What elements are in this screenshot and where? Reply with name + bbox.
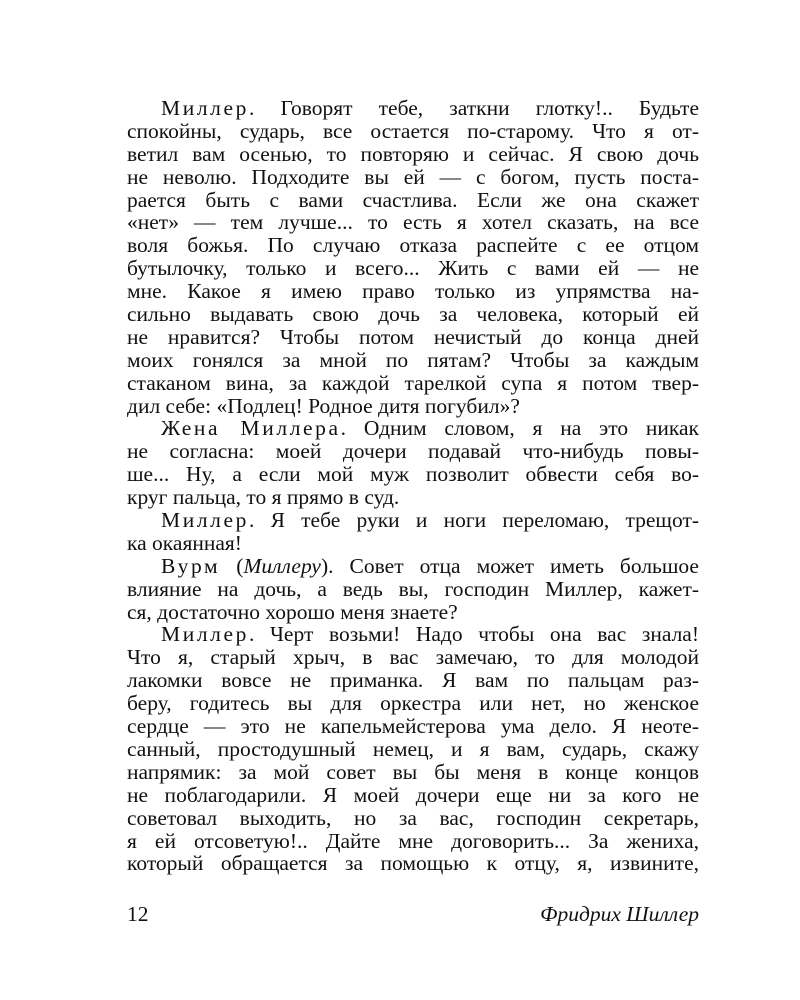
text-line: Что я, старый хрыч, в вас замечаю, то для молодой <box>127 645 699 670</box>
text-line: не согласна: моей дочери подавай что-нибудь повы- <box>127 439 699 464</box>
text-line: не неволю. Подходите вы ей — с богом, пусть поста- <box>127 164 699 189</box>
text-line: советовал выходить, но за вас, господин секретарь, <box>127 805 699 830</box>
text-line: ветил вам осенью, то повторяю и сейчас. Я свою дочь <box>127 141 699 166</box>
text-line: я ей отсоветую!.. Дайте мне договорить... За жениха, <box>127 828 699 853</box>
paragraph-wurm <box>127 555 699 624</box>
paragraph-miller-2 <box>127 509 699 555</box>
text-line: ся, достаточно хорошо меня знаете? <box>127 599 458 624</box>
speaker-name: Миллер <box>161 622 249 647</box>
paragraph-miller-3 <box>127 623 699 875</box>
text-line: санный, простодушный немец, и я вам, сударь, скажу <box>127 736 699 761</box>
text-line: бутылочку, только и всего... Жить с вами ей — не <box>127 256 699 281</box>
text-line: мне. Какое я имею право только из упрямства на- <box>127 279 699 304</box>
running-footer-author: Фридрих Шиллер <box>540 902 699 926</box>
speaker-name: Миллер <box>161 96 249 120</box>
text-line: круг пальца, то я прямо в суд. <box>127 485 400 510</box>
text-line: который обращается за помощью к отцу, я, извините, <box>127 851 699 876</box>
paragraph-miller-1 <box>127 97 699 417</box>
text-line: спокойны, сударь, все остается по-старому. Что я от- <box>127 118 699 143</box>
text-line: сердце — это не капельмейстерова ума дело. Я неоте- <box>127 714 699 739</box>
text-line: не поблагодарили. Я моей дочери еще ни за кого не <box>127 782 699 807</box>
text-line: Миллер. Черт возьми! Надо чтобы она вас знала! <box>161 622 699 647</box>
text-line: Миллер. Говорят тебе, заткни глотку!.. Будьте <box>161 96 699 120</box>
text-line: напрямик: за мой совет вы бы меня в конце концов <box>127 759 699 784</box>
text-line: ше... Ну, а если мой муж позволит обвести себя во- <box>127 462 699 487</box>
play-text <box>127 97 699 875</box>
text-line: «нет» — тем лучше... то есть я хотел сказать, на все <box>127 210 699 235</box>
text-line: ка окаянная! <box>127 530 242 555</box>
stage-direction: Миллеру <box>243 553 321 578</box>
text-line: дил себе: «Подлец! Родное дитя погубил»? <box>127 393 520 418</box>
paragraph-millers-wife <box>127 417 699 509</box>
text-line: моих гонялся за мной по пятам? Чтобы за каждым <box>127 347 699 372</box>
text-line: стаканом вина, за каждой тарелкой супа я потом твер- <box>127 370 699 395</box>
text-line: Вурм (Миллеру). Совет отца может иметь большое <box>161 553 699 578</box>
text-line: Жена Миллера. Одним словом, я на это никак <box>161 416 700 441</box>
speaker-name: Вурм <box>161 553 221 578</box>
text-line: влияние на дочь, а ведь вы, господин Миллер, кажет- <box>127 576 699 601</box>
text-line: беру, годитесь вы для оркестра или нет, но женское <box>127 691 699 716</box>
text-line: сильно выдавать свою дочь за человека, который ей <box>127 302 699 327</box>
page-number: 12 <box>127 902 149 926</box>
speaker-name: Жена Миллера <box>161 416 341 441</box>
text-line: лакомки вовсе не приманка. Я вам по пальцам раз- <box>127 668 699 693</box>
text-line: не нравится? Чтобы потом нечистый до конца дней <box>127 324 699 349</box>
text-line: Миллер. Я тебе руки и ноги переломаю, трещот- <box>161 508 699 533</box>
text-line: воля божья. По случаю отказа распейте с ее отцом <box>127 233 699 258</box>
text-line: рается быть с вами счастлива. Если же она скажет <box>127 187 699 212</box>
speaker-name: Миллер <box>161 508 249 533</box>
